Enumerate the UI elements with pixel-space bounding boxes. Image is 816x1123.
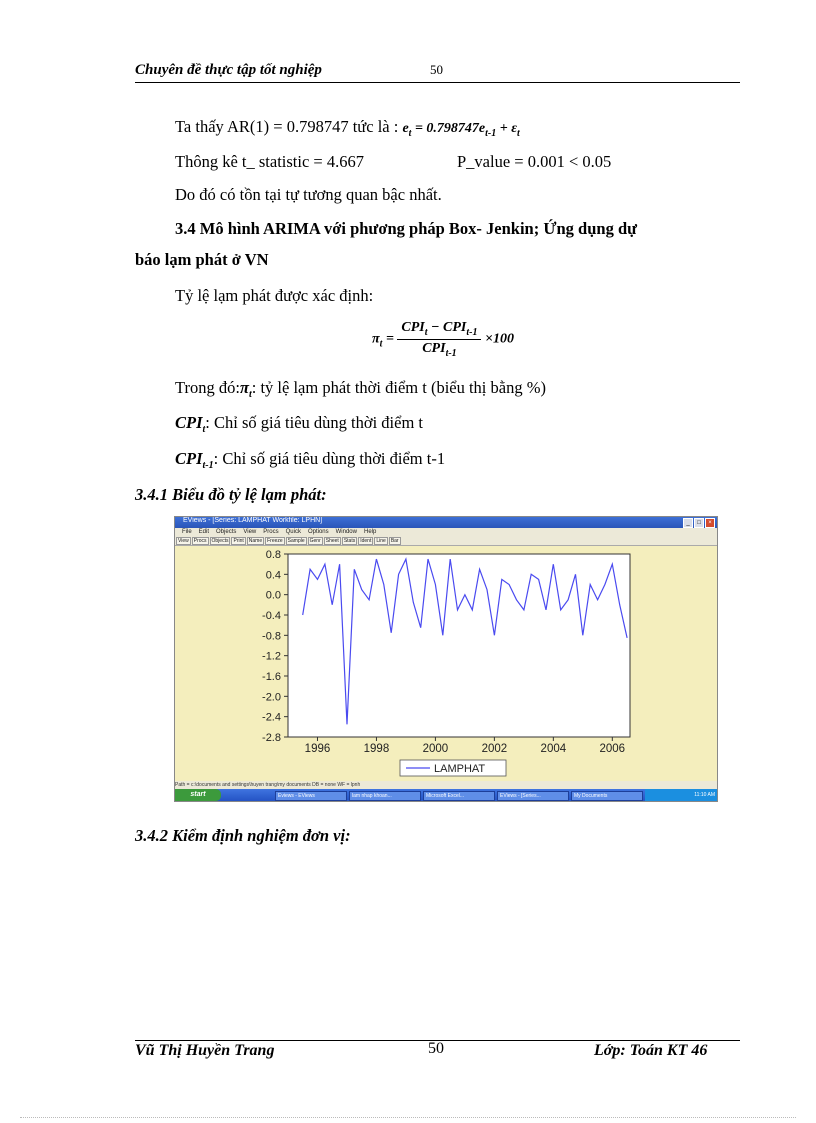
x-tick-label: 2000 xyxy=(422,743,449,755)
section-heading-line1: 3.4 Mô hình ARIMA với phương pháp Box- Jenkin; Ứng dụng dự xyxy=(175,219,638,238)
toolbar-button-genr[interactable]: Genr xyxy=(309,538,321,544)
menu-item-quick[interactable]: Quick xyxy=(285,529,301,535)
menu-bar xyxy=(175,528,717,537)
cpi-t-line: $CPI_t$: Chỉ số giá tiêu dùng thời điểm t xyxy=(175,413,424,435)
taskbar xyxy=(175,789,717,801)
y-tick-label: 0.8 xyxy=(265,549,281,561)
y-tick-label: -2.0 xyxy=(262,691,281,704)
x-tick-label: 2002 xyxy=(481,743,508,755)
footer-class: Lớp: Toán KT 46 xyxy=(594,1042,708,1059)
y-tick-label: 0.4 xyxy=(265,569,281,582)
toolbar-button-bar[interactable]: Bar xyxy=(390,538,399,544)
eviews-screenshot xyxy=(174,516,718,802)
toolbar-button-ident[interactable]: Ident xyxy=(360,538,372,544)
taskbar-item[interactable]: EViews - [Series... xyxy=(497,791,569,801)
subsection-unitroot-heading: 3.4.2 Kiểm định nghiệm đơn vị: xyxy=(135,826,351,845)
toolbar-button-sample[interactable]: Sample xyxy=(287,538,305,544)
close-icon[interactable]: × xyxy=(705,518,715,528)
toolbar-button-print[interactable]: Print xyxy=(233,538,244,544)
x-tick-label: 2006 xyxy=(599,743,626,755)
toolbar-button-line[interactable]: Line xyxy=(376,538,386,544)
system-tray: 11:10 AM xyxy=(645,789,717,801)
maximize-icon[interactable]: □ xyxy=(694,518,704,528)
y-tick-label: -0.4 xyxy=(262,610,281,622)
plot-area xyxy=(288,554,630,737)
toolbar-button-stats[interactable]: Stats xyxy=(343,538,356,544)
inflation-formula: $\pi_t$ = $\frac{CPI_t - CPI_{t-1}}{CPI_{t-1}}$ ×100 xyxy=(372,320,514,359)
minimize-icon[interactable]: _ xyxy=(683,518,693,528)
x-tick-label: 1998 xyxy=(363,743,390,755)
menu-item-help[interactable]: Help xyxy=(363,529,377,535)
toolbar-button-view[interactable]: View xyxy=(178,538,189,544)
legend-label: LAMPHAT xyxy=(434,763,486,775)
toolbar xyxy=(175,537,717,546)
footer-author: Vũ Thị Huyền Trang xyxy=(135,1042,275,1059)
y-tick-label: -1.6 xyxy=(262,671,281,683)
toolbar-button-name[interactable]: Name xyxy=(248,538,263,544)
y-tick-label: -1.2 xyxy=(262,650,281,663)
header-title: Chuyên đề thực tập tốt nghiệp xyxy=(135,62,322,78)
start-button[interactable]: start xyxy=(175,789,221,801)
y-tick-label: -2.4 xyxy=(262,711,281,724)
menu-item-file[interactable]: File xyxy=(182,529,192,535)
taskbar-item[interactable]: My Documents xyxy=(571,791,643,801)
where-line: Trong $đó:\pi_t$: tỷ lệ lạm phát thời điểm t (biểu thị bằng %) xyxy=(175,378,546,400)
menu-item-edit[interactable]: Edit xyxy=(198,529,210,535)
x-tick-label: 2004 xyxy=(540,743,567,755)
section-heading-line2: báo lạm phát ở VN xyxy=(135,250,269,269)
window-titlebar xyxy=(175,517,717,528)
ar1-equation: $e_t = 0.798747e_{t-1} + \varepsilon_t$ xyxy=(402,121,520,139)
conclusion-text: Do đó có tồn tại tự tương quan bậc nhất. xyxy=(175,185,442,204)
x-tick-label: 1996 xyxy=(304,743,331,755)
menu-item-objects[interactable]: Objects xyxy=(216,529,237,535)
menu-item-procs[interactable]: Procs xyxy=(263,529,279,535)
menu-item-options[interactable]: Options xyxy=(307,529,329,535)
t-statistic-text: Thông kê t_ statistic = 4.667 xyxy=(175,152,364,171)
inflation-definition-text: Tỷ lệ lạm phát được xác định: xyxy=(175,286,374,305)
y-tick-label: 0.0 xyxy=(265,589,281,602)
formula-fraction: $\frac{CPI_t - CPI_{t-1}}{CPI_{t-1}}$ xyxy=(397,320,481,359)
window-title: EViews - [Series: LAMPHAT Workfile: LPHN] xyxy=(183,517,323,524)
status-bar: Path = c:\documents and settings\huyen trang\my documents DB = none WF = lpnh xyxy=(175,781,717,789)
cpi-t-1-line: $CPI_{t-1}$: Chỉ số giá tiêu dùng thời điểm t-1 xyxy=(175,449,446,471)
toolbar-button-procs[interactable]: Procs xyxy=(193,538,207,544)
header-page-number: 50 xyxy=(430,62,443,77)
ar1-text: Ta thấy AR(1) = 0.798747 tức là : xyxy=(175,117,399,136)
footer-page-number: 50 xyxy=(428,1040,444,1057)
inflation-chart xyxy=(175,546,717,781)
y-tick-label: -2.8 xyxy=(262,732,281,744)
taskbar-item[interactable]: Microsoft Excel... xyxy=(423,791,495,801)
p-value-text: P_value = 0.001 < 0.05 xyxy=(457,152,612,171)
header-rule xyxy=(135,82,740,83)
toolbar-button-freeze[interactable]: Freeze xyxy=(267,538,283,544)
toolbar-button-objects[interactable]: Objects xyxy=(211,538,229,544)
menu-item-view[interactable]: View xyxy=(243,529,257,535)
page-bottom-border xyxy=(20,1117,796,1118)
ar1-line xyxy=(175,117,520,139)
taskbar-item[interactable]: lam nhap khoan... xyxy=(349,791,421,801)
y-tick-label: -0.8 xyxy=(262,630,281,643)
taskbar-item[interactable]: Eviews - EViews xyxy=(275,791,347,801)
toolbar-button-sheet[interactable]: Sheet xyxy=(325,538,339,544)
subsection-chart-heading: 3.4.1 Biểu đồ tỷ lệ lạm phát: xyxy=(135,485,327,504)
menu-item-window[interactable]: Window xyxy=(335,529,357,535)
